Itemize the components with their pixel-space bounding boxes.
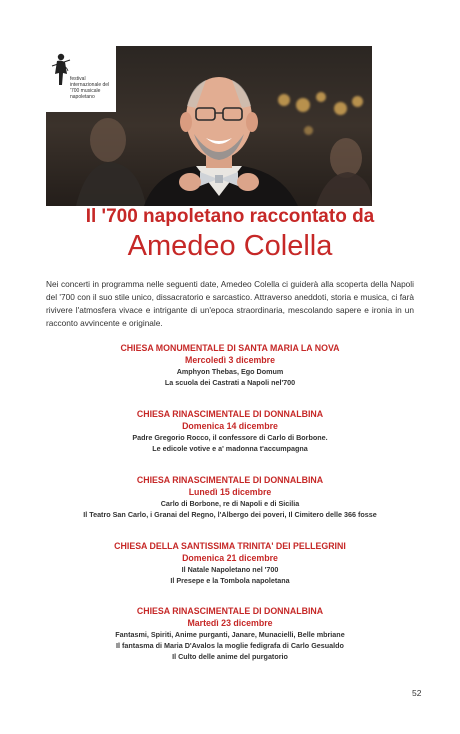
event-topic: Padre Gregorio Rocco, il confessore di Carlo di Borbone. (132, 433, 328, 442)
intro-paragraph: Nei concerti in programma nelle seguenti date, Amedeo Colella ci guiderà alla scoperta della Napoli del '700 con il suo stile unico, dissacratorio e sarcastico. Attraverso aneddoti, storia e musica, ci farà rivivere l'atmosfera vivace e intrigante di un'epoca straordinaria, mescolando sapere e ironia in un racconto avvincente e originale. (46, 279, 414, 328)
page-title-line1: Il '700 napoletano raccontato da (85, 206, 375, 227)
event-place: CHIESA RINASCIMENTALE DI DONNALBINA (136, 475, 324, 485)
event-block (0, 474, 460, 520)
event-place: CHIESA RINASCIMENTALE DI DONNALBINA (136, 409, 324, 419)
event-place: CHIESA MONUMENTALE DI SANTA MARIA LA NOVA (120, 343, 340, 353)
event-topic: Fantasmi, Spiriti, Anime purganti, Janare, Munacielli, Belle mbriane (115, 630, 345, 639)
event-block (0, 540, 460, 586)
event-block (0, 408, 460, 454)
page-title-line2: Amedeo Colella (127, 230, 333, 262)
event-date: Domenica 14 dicembre (182, 421, 278, 431)
event-date: Mercoledì 3 dicembre (185, 355, 275, 365)
event-place: CHIESA RINASCIMENTALE DI DONNALBINA (136, 606, 324, 616)
violinist-logo-icon (50, 52, 72, 86)
event-topic: Amphyon Thebas, Ego Domum (176, 367, 284, 376)
event-topic: La scuola dei Castrati a Napoli nel'700 (164, 378, 296, 387)
event-topic: Il Natale Napoletano nel '700 (181, 565, 279, 574)
festival-logo (46, 46, 116, 112)
event-date: Lunedì 15 dicembre (188, 487, 272, 497)
event-topic: Il Culto delle anime del purgatorio (172, 652, 288, 661)
event-date: Domenica 21 dicembre (182, 553, 278, 563)
event-topic: Le edicole votive e a' madonna t'accumpagna (152, 444, 308, 453)
event-block (0, 605, 460, 662)
event-topic: Il Teatro San Carlo, i Granai del Regno, l'Albergo dei poveri, Il Cimitero delle 366 fosse (83, 510, 377, 519)
logo-text: festival internazionale del '700 musicale napoletano (70, 76, 110, 100)
event-place: CHIESA DELLA SANTISSIMA TRINITA' DEI PELLEGRINI (114, 541, 346, 551)
event-topic: Carlo di Borbone, re di Napoli e di Sicilia (160, 499, 300, 508)
event-block (0, 342, 460, 388)
event-topic: Il Presepe e la Tombola napoletana (170, 576, 290, 585)
page-number: 52 (412, 688, 422, 698)
event-topic: Il fantasma di Maria D'Avalos la moglie fedigrafa di Carlo Gesualdo (116, 641, 344, 650)
event-date: Martedì 23 dicembre (187, 618, 273, 628)
